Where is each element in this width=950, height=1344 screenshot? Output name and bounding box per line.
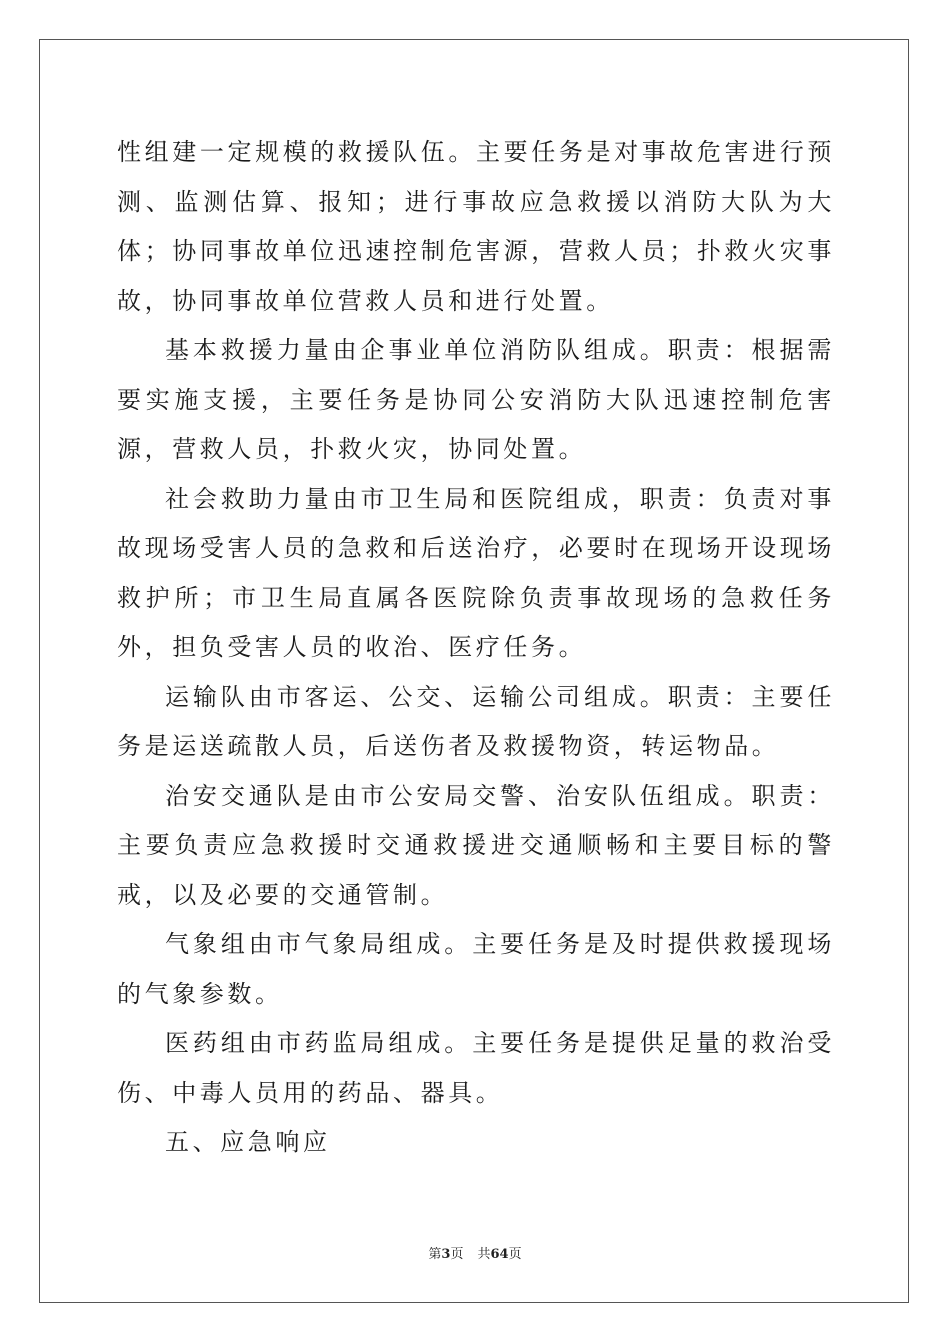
paragraph-social-aid-force: 社会救助力量由市卫生局和医院组成，职责：负责对事故现场受害人员的急救和后送治疗，必要时在现场开设现场救护所；市卫生局直属各医院除负责事故现场的急救任务外，担负受害人员的收治、医疗任务。: [117, 484, 835, 661]
footer-page-number: 3: [441, 1247, 451, 1262]
footer-total-pages: 64: [490, 1247, 509, 1262]
footer-page-suffix: 页: [450, 1247, 464, 1262]
paragraph-medicine-group: 医药组由市药监局组成。主要任务是提供足量的救治受伤、中毒人员用的药品、器具。: [117, 1029, 835, 1107]
paragraph-continuation: 性组建一定规模的救援队伍。主要任务是对事故危害进行预测、监测估算、报知；进行事故应急救援以消防大队为大体；协同事故单位迅速控制危害源，营救人员；扑救火灾事故，协同事故单位营救人员和进行处置。: [117, 138, 835, 315]
paragraph-traffic-security-team: 治安交通队是由市公安局交警、治安队伍组成。职责：主要负责应急救援时交通救援进交通顺畅和主要目标的警戒，以及必要的交通管制。: [117, 781, 835, 909]
footer-total-suffix: 页: [508, 1247, 522, 1262]
document-body: [117, 128, 835, 1168]
paragraph-basic-rescue-force: 基本救援力量由企事业单位消防队组成。职责：根据需要实施支援，主要任务是协同公安消防大队迅速控制危害源，营救人员，扑救火灾，协同处置。: [117, 336, 835, 463]
footer-page-prefix: 第: [428, 1247, 442, 1262]
paragraph-meteorology-group: 气象组由市气象局组成。主要任务是及时提供救援现场的气象参数。: [117, 930, 835, 1008]
page-footer: [0, 1246, 950, 1264]
paragraph-transport-team: 运输队由市客运、公交、运输公司组成。职责：主要任务是运送疏散人员，后送伤者及救援物资，转运物品。: [117, 682, 835, 760]
footer-total-prefix: 共: [477, 1247, 491, 1262]
section-heading-emergency-response: 五、应急响应: [165, 1128, 331, 1156]
